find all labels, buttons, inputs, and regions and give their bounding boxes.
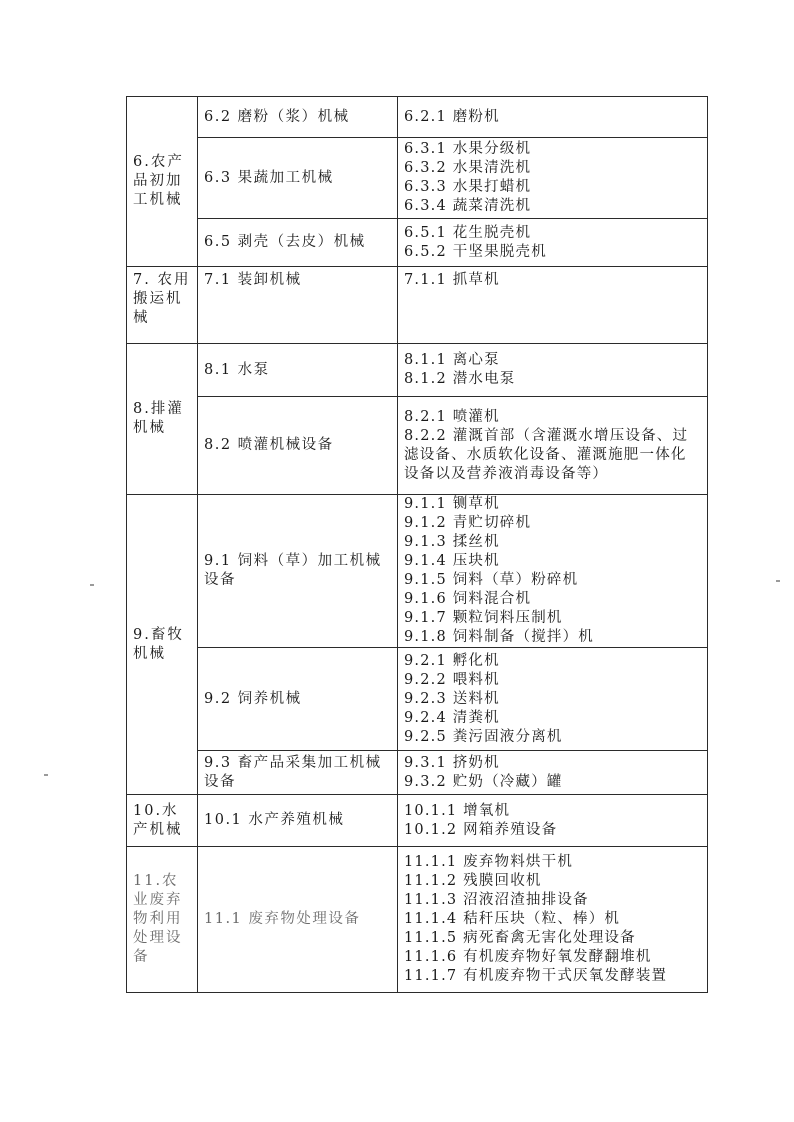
- item-entry: 11.1.2 残膜回收机: [404, 873, 542, 889]
- category-cell: 6.农产品初加工机械: [127, 97, 198, 267]
- item-entry: 9.1.6 饲料混合机: [404, 591, 532, 607]
- table-row: [127, 97, 708, 138]
- subcategory-cell: 9.1 饲料（草）加工机械设备: [198, 495, 398, 648]
- item-entry: 8.2.2 灌溉首部（含灌溉水增压设备、过滤设备、水质软化设备、灌溉施肥一体化设备以及营养液消毒设备等）: [404, 427, 689, 482]
- table-row: [127, 344, 708, 397]
- category-cell: 8.排灌机械: [127, 344, 198, 495]
- item-entry: 9.1.3 揉丝机: [404, 534, 500, 550]
- item-entry: 11.1.1 废弃物料烘干机: [404, 854, 574, 870]
- table-row: [127, 267, 708, 344]
- item-entry: 8.1.2 潜水电泵: [404, 371, 516, 387]
- subcategory-cell: 8.1 水泵: [198, 344, 398, 397]
- items-cell: [398, 751, 708, 795]
- item-entry: 11.1.3 沼液沼渣抽排设备: [404, 892, 589, 908]
- table-row: [127, 751, 708, 795]
- items-cell: [398, 397, 708, 495]
- item-entry: 9.2.3 送料机: [404, 690, 500, 707]
- item-entry: 6.2.1 磨粉机: [404, 108, 500, 125]
- scan-speck: [776, 580, 780, 582]
- item-entry: 10.1.1 增氧机: [404, 802, 511, 819]
- items-cell: [398, 847, 708, 993]
- subcategory-cell: 8.2 喷灌机械设备: [198, 397, 398, 495]
- subcategory-cell: 10.1 水产养殖机械: [198, 795, 398, 847]
- item-entry: 9.1.1 铡草机: [404, 496, 500, 512]
- item-entry: 11.1.4 秸秆压块（粒、棒）机: [404, 911, 621, 927]
- item-entry: 11.1.6 有机废弃物好氧发酵翻堆机: [404, 949, 652, 965]
- item-entry: 6.3.4 蔬菜清洗机: [404, 198, 532, 214]
- item-entry: 9.1.2 青贮切碎机: [404, 515, 532, 531]
- item-entry: 9.2.1 孵化机: [404, 652, 500, 669]
- items-cell: [398, 138, 708, 219]
- table-row: [127, 397, 708, 495]
- items-cell: [398, 219, 708, 267]
- item-entry: 9.1.8 饲料制备（搅拌）机: [404, 629, 595, 645]
- subcategory-cell: 11.1 废弃物处理设备: [198, 847, 398, 993]
- items-cell: [398, 495, 708, 648]
- item-entry: 9.1.5 饲料（草）粉碎机: [404, 572, 579, 588]
- table-row: [127, 648, 708, 751]
- item-entry: 9.2.4 清粪机: [404, 709, 500, 726]
- table-row: [127, 138, 708, 219]
- item-entry: 6.5.1 花生脱壳机: [404, 224, 532, 241]
- item-entry: 7.1.1 抓草机: [404, 272, 500, 288]
- items-cell: [398, 97, 708, 138]
- table-row: [127, 847, 708, 993]
- item-entry: 9.1.7 颗粒饲料压制机: [404, 610, 563, 626]
- item-entry: 9.3.1 挤奶机: [404, 754, 500, 771]
- subcategory-cell: 6.3 果蔬加工机械: [198, 138, 398, 219]
- items-cell: [398, 795, 708, 847]
- item-entry: 9.2.2 喂料机: [404, 671, 500, 688]
- subcategory-cell: 6.5 剥壳（去皮）机械: [198, 219, 398, 267]
- machinery-catalog-table: [126, 96, 708, 993]
- category-cell: 9.畜牧机械: [127, 495, 198, 795]
- scan-speck: [44, 774, 48, 776]
- items-cell: [398, 648, 708, 751]
- table-row: [127, 495, 708, 648]
- table-row: [127, 219, 708, 267]
- items-cell: [398, 344, 708, 397]
- category-cell: 10.水产机械: [127, 795, 198, 847]
- subcategory-cell: 9.2 饲养机械: [198, 648, 398, 751]
- item-entry: 9.2.5 粪污固液分离机: [404, 728, 563, 745]
- scan-speck: [90, 584, 94, 586]
- item-entry: 9.1.4 压块机: [404, 553, 500, 569]
- item-entry: 6.3.1 水果分级机: [404, 141, 532, 157]
- item-entry: 8.1.1 离心泵: [404, 352, 500, 368]
- item-entry: 11.1.5 病死畜禽无害化处理设备: [404, 930, 636, 946]
- table-row: [127, 795, 708, 847]
- item-entry: 11.1.7 有机废弃物干式厌氧发酵装置: [404, 968, 668, 984]
- item-entry: 6.3.3 水果打蜡机: [404, 179, 532, 195]
- item-entry: 6.5.2 干坚果脱壳机: [404, 243, 547, 260]
- category-cell: 7. 农用搬运机械: [127, 267, 198, 344]
- item-entry: 9.3.2 贮奶（冷藏）罐: [404, 773, 563, 790]
- subcategory-cell: 6.2 磨粉（浆）机械: [198, 97, 398, 138]
- subcategory-cell: 7.1 装卸机械: [198, 267, 398, 344]
- item-entry: 8.2.1 喷灌机: [404, 408, 500, 425]
- category-cell: 11.农业废弃物利用处理设备: [127, 847, 198, 993]
- subcategory-cell: 9.3 畜产品采集加工机械设备: [198, 751, 398, 795]
- items-cell: [398, 267, 708, 344]
- item-entry: 10.1.2 网箱养殖设备: [404, 821, 558, 838]
- item-entry: 6.3.2 水果清洗机: [404, 160, 532, 176]
